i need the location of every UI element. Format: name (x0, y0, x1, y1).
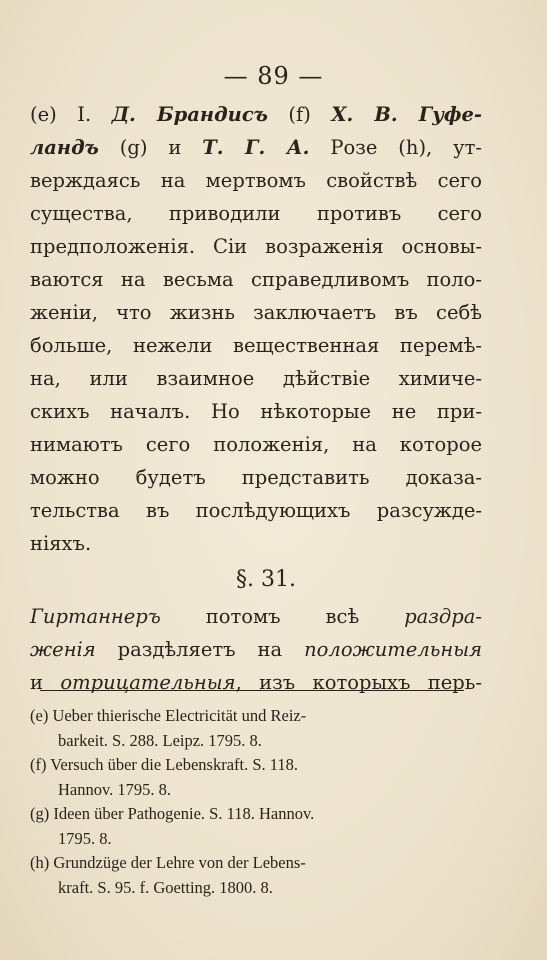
text-run: скихъ началъ. Но нѣкоторые не при- (30, 400, 482, 423)
text-line (30, 263, 482, 296)
emphasized-text: раздра- (404, 605, 482, 628)
text-line (30, 428, 482, 461)
footnote-line: Hannov. 1795. 8. (58, 779, 172, 799)
paragraph-continued (30, 98, 482, 560)
text-line (30, 633, 482, 666)
footnote-line: kraft. S. 95. f. Goetting. 1800. 8. (58, 877, 273, 897)
text-run: на, или взаимное дѣйствіе химиче- (30, 367, 482, 390)
footnotes (30, 704, 470, 900)
text-run: женіи, что жизнь заключаетъ въ себѣ (30, 301, 482, 324)
footnote-line: (h) Grundzüge der Lehre von der Lebens- (30, 853, 306, 872)
section-heading: §. 31. (236, 567, 296, 592)
paragraph-section-31 (30, 600, 482, 699)
emphasized-text: ландъ (30, 136, 99, 159)
text-line (30, 600, 482, 633)
emphasized-text: Гиртаннеръ (30, 605, 161, 628)
text-run: существа, приводили противъ сего (30, 202, 482, 225)
text-run: (e) I. (30, 103, 112, 126)
text-run: можно будетъ представить доказа- (30, 466, 482, 489)
text-line (30, 98, 482, 131)
footnote-line: 1795. 8. (58, 828, 112, 848)
text-line (30, 296, 482, 329)
footnote-line: (g) Ideen über Pathogenie. S. 118. Hannov. (30, 804, 315, 823)
text-run: верждаясь на мертвомъ свойствѣ сего (30, 169, 482, 192)
text-run: предположенія. Сіи возраженія основы- (30, 235, 482, 258)
emphasized-text: Х. В. Гуфе- (331, 103, 482, 126)
text-line (30, 461, 482, 494)
footnote-line: barkeit. S. 288. Leipz. 1795. 8. (58, 730, 262, 750)
text-run: и (30, 671, 61, 694)
text-line (30, 395, 482, 428)
text-run: , изъ которыхъ перь- (235, 671, 482, 694)
text-run: Розе (h), ут- (309, 136, 482, 159)
emphasized-text: Т. Г. А. (202, 136, 310, 159)
text-run: тельства въ послѣдующихъ разсужде- (30, 499, 482, 522)
text-run: нимаютъ сего положенія, на которое (30, 433, 482, 456)
text-line (30, 666, 482, 699)
text-run: (f) (267, 103, 332, 126)
text-line (30, 362, 482, 395)
text-line (30, 197, 482, 230)
footnote-line: (e) Ueber thierische Electricität und Reiz- (30, 706, 307, 725)
text-line (30, 527, 482, 560)
text-run: потомъ всѣ (160, 605, 405, 628)
text-run: (g) и (98, 136, 203, 159)
main-text-block (30, 98, 482, 699)
text-line (30, 164, 482, 197)
emphasized-text: Д. Брандисъ (111, 103, 268, 126)
text-line (30, 131, 482, 164)
footnote-divider (40, 690, 464, 691)
text-line (30, 494, 482, 527)
text-run: больше, нежели вещественная перемѣ- (30, 334, 482, 357)
emphasized-text: положительныя (304, 638, 482, 661)
text-run: раздѣляетъ на (95, 638, 305, 661)
emphasized-text: отрицательныя (60, 671, 236, 694)
text-line (30, 329, 482, 362)
text-run: ніяхъ. (30, 532, 92, 555)
text-line (30, 230, 482, 263)
page-number: — 89 — (223, 62, 324, 90)
footnote-line: (f) Versuch über die Lebenskraft. S. 118. (30, 755, 299, 774)
text-run: ваются на весьма справедливомъ поло- (30, 268, 482, 291)
emphasized-text: женія (30, 638, 96, 661)
